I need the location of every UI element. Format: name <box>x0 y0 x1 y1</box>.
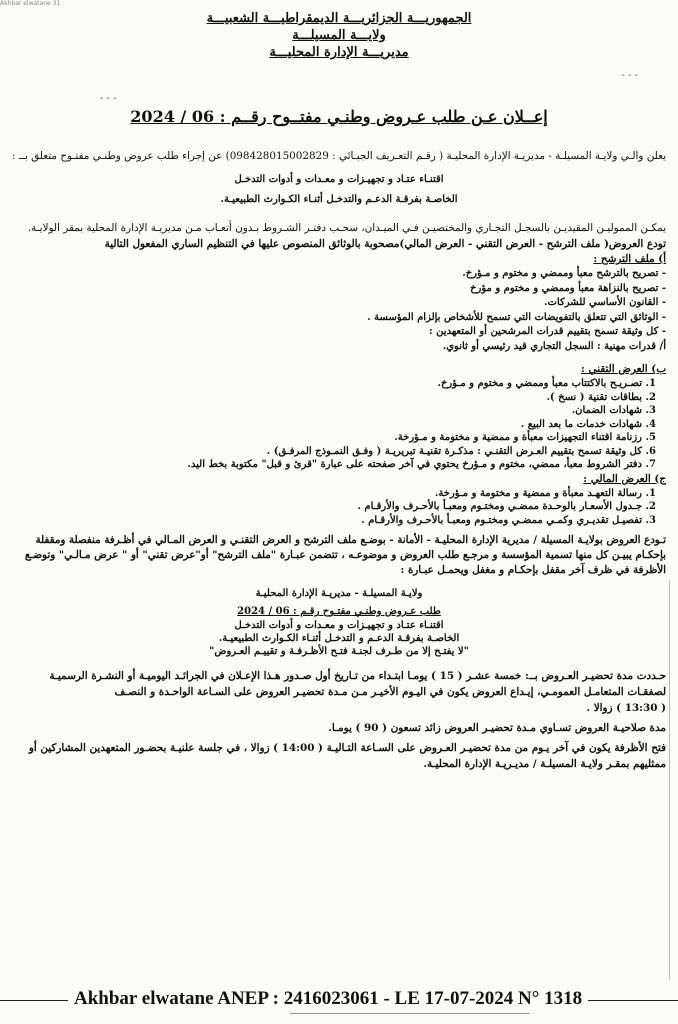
list-item: - القانون الأساسي للشركات. <box>544 297 666 308</box>
deposit-intro: تودع العروض( ملف الترشح - العرض التقني - العرض المالي)مصحوبة بالوثائق المنصوص عليها في التنظيم الساري المفعول التالية <box>104 238 666 250</box>
publication-reference: Akhbar elwatane ANEP : 2416023061 - LE 17-07-2024 N° 1318 <box>68 988 588 1010</box>
notice-title <box>12 107 666 126</box>
list-item: - تصريح بالترشح معبأ وممضي و مختوم و مـؤرخ. <box>462 268 666 279</box>
list-item: - الوثائق التي تتعلق بالتفويضات التي تسمح للأشخاص بإلزام المؤسسة . <box>367 311 666 323</box>
scan-artifact <box>290 1013 530 1022</box>
envelope-line-2: طلب عـروض وطنـي مفتـوح رقـم : 06 / 2024 <box>237 606 441 617</box>
financial-heading: ج) العرض المالي : <box>583 472 666 485</box>
subject-line-2: الخاصـة بفرقـة الدعـم والتدخـل أثنـاء الكـوارث الطبيعيـة. <box>220 194 458 205</box>
list-item: 2. جـدول الأسعـار بالوحـدة ممضـي ومختـوم ومعبـأ بالأحـرف والأرقـام . <box>12 500 642 514</box>
notice-number: 2024 / 06 <box>130 107 215 126</box>
list-item: 4. شهادات خدمات ما بعد البيع . <box>12 418 642 432</box>
validity-paragraph: مدة صلاحيـة العروض تسـاوي مـدة تحضيـر العروض زائد تسعون ( 90 ) يومـا. <box>328 722 666 734</box>
list-item: 1. رسالة التعهـد معبأة و ممضية و مختومة و مـؤرخة. <box>12 487 642 501</box>
subject-line-1: اقتنـاء عتـاد و تجهيـزات و معـدات و أدوات التدخـل <box>234 174 444 185</box>
technical-heading: ب) العرض التقني : <box>581 363 666 375</box>
submission-paragraph: تـودع العروض بولايـة المسيلة / مديرية الإدارة المحليـة - الأمانة - بوضـع ملف الترشح و العرض التقنـي و العرض المـالي في أظـرفة منفصلة ومقفلة بإحكـام يبيـن كل منها تسمية المؤسسة و مرجـع طلب العروض و موضوعـه ، تتضمن عبـارة "ملف الترشح" أو"عرض تقني" أو " عرض مـالـي" وتوضـع الأظرفة في ظرف آخر مقفل بإحكـام و مغفل ويحمـل عبـارة : <box>24 534 666 576</box>
preparation-time: ( 13:30 ) زوالا . <box>586 702 666 714</box>
envelope-block <box>12 584 666 658</box>
financial-list <box>12 487 666 528</box>
technical-section <box>12 362 666 472</box>
candidature-list <box>12 267 666 354</box>
footer-rule-left <box>0 1000 70 1001</box>
footer-rule-right <box>575 1000 678 1001</box>
preparation-paragraph: حـددت مدة تحضيـر العـروض بــ: خمسة عشـر ( 15 ) يومـا ابتـداء من تـاريخ أول صـدور هـذا الإعـلان في الجرائـد اليوميـة أو النشـرة الرسميـة لصفقـات المتعامـل العمومـي، إيـداع العروض يكون في اليـوم الأخيـر مـن مـدة تحضيـر العروض على السـاعة الواحـدة و النصـف <box>49 670 666 698</box>
list-item: 5. رزنامة اقتناء التجهيزات معبأة و ممضية و مختومة و مـؤرخة. <box>12 431 642 445</box>
opening-paragraph: فتح الأظرفة يكون في آخر يـوم من مدة تحضيـر العـروض على السـاعة التـاليـة ( 14:00 ) زوالا ، في جلسة علنيـة بحضـور المتعهدين المشاركين أو ممثليهم بمقـر ولايـة المسيلـة / مديـريـة الإدارة المحليـة. <box>28 742 666 770</box>
envelope-line-5: "لا يفتـح إلا من طـرف لجنـة فتـح الأظـرفـة و تقييـم العـروض" <box>209 646 469 657</box>
eligibility-paragraph: يمكـن المموليـن المقيديـن بالسجـل التجـاري والمختصيـن فـي الميـدان، سحـب دفتـر الشـروط بـدون أتعـاب مـن مديريـة الإدارة المحلية بمقر الولايـة. <box>27 222 666 234</box>
notice-title-text: إعــلان عـن طلب عـروض وطنـي مفتــوح رقــم : <box>219 107 548 126</box>
footer <box>0 988 678 1012</box>
header-republic: الجمهوريـــة الجزائريـــة الديمقراطيـــة الشعبيـــة <box>206 11 472 26</box>
header-wilaya: ولايـــة المسيلـــة <box>292 28 386 43</box>
envelope-line-3: اقتنـاء عتـاد و تجهيـزات و معـدات و أدوات التدخـل <box>234 620 444 631</box>
list-item: 3. تفصيـل تقديـري وكمـي ممضـي ومختـوم ومعبـأ بالأحـرف والأرقـام . <box>12 514 642 528</box>
margin-mark: - - - <box>621 70 638 81</box>
technical-list <box>12 377 666 472</box>
intro-paragraph: يعلن والـي ولايـة المسيلـة - مديريـة الإدارة المحليـة ( رقـم التعـريف الجبـائي : 098428015002829) عن إجراء طلب عروض وطنـي مفتـوح متعلق بــ : <box>12 150 666 162</box>
subject-block <box>12 170 666 210</box>
list-item: 1. تصـريـح بالاكتتاب معبأ وممضي و مختوم و مـؤرخ. <box>12 377 642 391</box>
list-item: 6. كل وثيقة تسمح بتقييم العـرض التقنـي : مذكـرة تقنيـة تبريريـة ( وفـق النمـوذج المرفـق) . <box>12 445 642 459</box>
candidature-section <box>12 252 666 354</box>
envelope-line-4: الخاصـة بفرقـة الدعـم و التدخـل أثنـاء الكـوارث الطبيعيـة. <box>218 633 460 644</box>
scan-corner-mark: Akhbar elwatane 31 <box>0 0 61 7</box>
list-item: 2. بطاقات تقنية ( نسخ ). <box>12 391 642 405</box>
list-item: - كل وثيقة تسمح بتقييم قدرات المرشحين أو المتعهدين : <box>429 326 666 337</box>
candidature-heading: أ) ملف الترشح : <box>593 253 666 265</box>
margin-rule <box>669 580 670 980</box>
list-item: 7. دفتر الشروط معبأ، ممضي، مختوم و مـؤرخ يحتوي في آخر صفحته على عبارة "قرئ و قبل" مكتوبة بخط اليد. <box>12 458 642 472</box>
financial-section <box>12 472 666 528</box>
list-item: أ/ قدرات مهنية : السجل التجاري قيد رئيسي أو ثانوي. <box>442 340 666 352</box>
document-header <box>12 10 666 61</box>
envelope-line-1: ولايـة المسيلـة - مديريـة الإدارة المحليـة <box>255 588 423 599</box>
header-directorate: مديريـــة الإدارة المحليـــة <box>269 45 409 60</box>
list-item: 3. شهادات الضمان. <box>12 404 642 418</box>
list-item: - تصريح بالنزاهة معبأ وممضي و مختوم و مؤرخ <box>470 282 666 294</box>
margin-mark: - - - <box>100 93 117 104</box>
